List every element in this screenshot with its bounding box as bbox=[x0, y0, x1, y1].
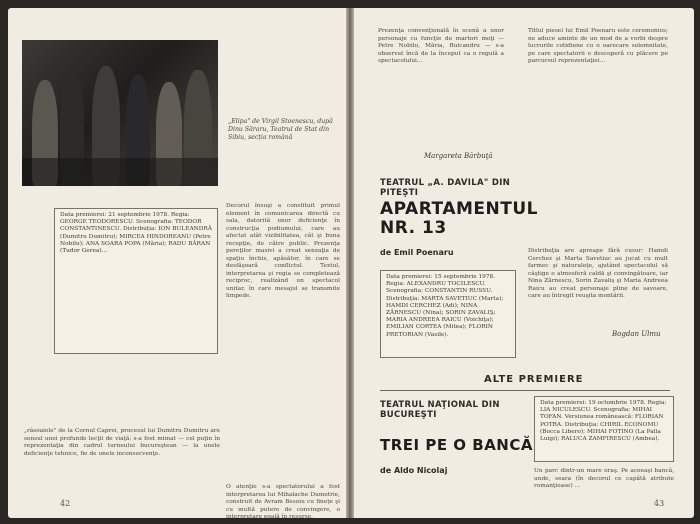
credits-text-apartamentul: Data premierei: 15 septembrie 1978. Regia: ALEXANDRU TOCILESCU. Scenografia: CONSTANTIN RUSSU. Distribuţia: MARTA SAVETIUC (Marta); HAMDI CERCHEZ (Adi); NINA ZĂRNESCU (Nina); SORIN ZAVALIŞ; MARIA ANDREEA RAICU (Voichiţa); EMILIAN CORTEA (Mitea); FLORIN PRETORIAN (Vasile). bbox=[386, 274, 504, 338]
play-author: de Emil Poenaru bbox=[380, 248, 454, 257]
play-title-2: TREI PE O BANCĂ bbox=[380, 436, 533, 454]
article-column: Decorul însuşi a constituit primul element în comunicarea directă cu sala, datorită unor deficienţe în construcţia podiumului, care au afectat atât vizibilitatea, cât şi buna recepţie, de către public. Prezenţa pereţilor masivi a creat senzaţia de spaţiu închis, apăsător, în care se desfăşoară conflictul. Textul, interpretarea şi regia se completează reciproc, realizând un spectacol unitar, în care mesajul se transmite limpede. bbox=[226, 203, 340, 299]
credits-text: Data premierei: 21 septembrie 1978. Regia: GEORGE TEODORESCU. Scenografia: TEODOR CONSTANTINESCU. Distribuția: ION BULEANDRĂ (Dumitru Dumitru); MIRCEA HINDOREANU (Petre Nobilu); ANA SOARA POPA (Măria); RADU BĂRAN (Tudor Gerea)... bbox=[60, 212, 212, 255]
right-page bbox=[354, 8, 694, 518]
section-heading: ALTE PREMIERE bbox=[484, 374, 584, 385]
article-bottom-text: „râsoaiele" de la Cornul Caprei, procesul lui Dumitru Dumitru are sensul unei profunde lecţii de viaţă; s-a fost mimat — cel puţin în reprezentaţia din cadrul turneului bucureştean — la unele deficienţe tehnice, fie de unele inconsecvenţe. bbox=[24, 428, 220, 457]
photo-caption: „Elipa" de Virgil Stoenescu, după Dinu Săraru, Teatrul de Stat din Sibiu, secția română bbox=[228, 118, 333, 141]
review-column-right-bottom: Distribuţia are apreape fără cusur: Hamdi Cerchez şi Marta Savetiuc au jucat cu mult farmec şi naturaleţe, ajutând spectacolul să câştige o atmosferă caldă şi convingătoare, iar Nina Zărnescu, Sorin Zavaliş şi Maria Andreea Raicu au creat personaje pline de savoare, care au întregit reuşita montării. bbox=[528, 248, 668, 299]
left-page bbox=[8, 8, 346, 518]
page-number: 42 bbox=[60, 499, 71, 508]
stage-photo bbox=[22, 40, 218, 186]
review-signature-2: Bogdan Ulmu bbox=[612, 330, 661, 338]
play-title-line1: APARTAMENTUL bbox=[380, 199, 538, 219]
credits-text-trei: Data premierei: 19 octombrie 1978. Regia: LIA NICULESCU. Scenografia: MIHAI TOFAN. Versiunea românească: FLORIAN POTRA. Distribuţia: CHIRIL ECONOMU (Bocca Libero); MIHAI FOTINO (La Palla Luigi); RALUCA ZAMFIRESCU (Ambea). bbox=[540, 400, 667, 443]
credits-box-trei bbox=[534, 396, 674, 462]
theatre-name-2: TEATRUL NAŢIONAL DIN BUCUREŞTI bbox=[380, 400, 500, 420]
play-title-line2: NR. 13 bbox=[380, 218, 447, 238]
review-column-right: Titlul piesei lui Emil Poenaru este ceremonios; ne aduce aminte de un mod de a vorbi despre lucrurile cotidiene cu o oarecare solemnitate, pe care spectatorii o descoperă cu plăcere pe parcursul reprezentaţiei... bbox=[528, 28, 668, 64]
section-rule bbox=[380, 390, 670, 391]
page-number: 43 bbox=[654, 499, 665, 508]
book-gutter bbox=[346, 8, 354, 518]
theatre-name: TEATRUL „A. DAVILA" DIN PITEŞTI bbox=[380, 178, 511, 198]
review-signature: Margareta Bărbuţă bbox=[424, 152, 493, 160]
play-author-2: de Aldo Nicolaj bbox=[380, 466, 448, 475]
article-bottom-text-right: O atenţie s-a spectatorului a fost interpretarea lui Mihalache Dumetrie, construit de Avram Besoiu cu finețe şi cu multă putere de convingere, o interpretare egală în resurse. bbox=[226, 484, 340, 520]
review-bottom-text: Un parc dintr-un mare oraş. Pe aceeaşi bancă, unde, seara (în decorul ce capătă atribute romanţioase) ... bbox=[534, 468, 674, 489]
play-title bbox=[380, 199, 538, 238]
credits-box-apartamentul bbox=[380, 270, 516, 358]
review-column-left: Prezenţa convenţională în scenă a unor personaje cu funcţie de martori moţi — Petre Nobilu, Măria, Buicandru — s-a observat încă de la început ca o regulă a spectacolului... bbox=[378, 28, 504, 64]
credits-box bbox=[54, 208, 218, 354]
